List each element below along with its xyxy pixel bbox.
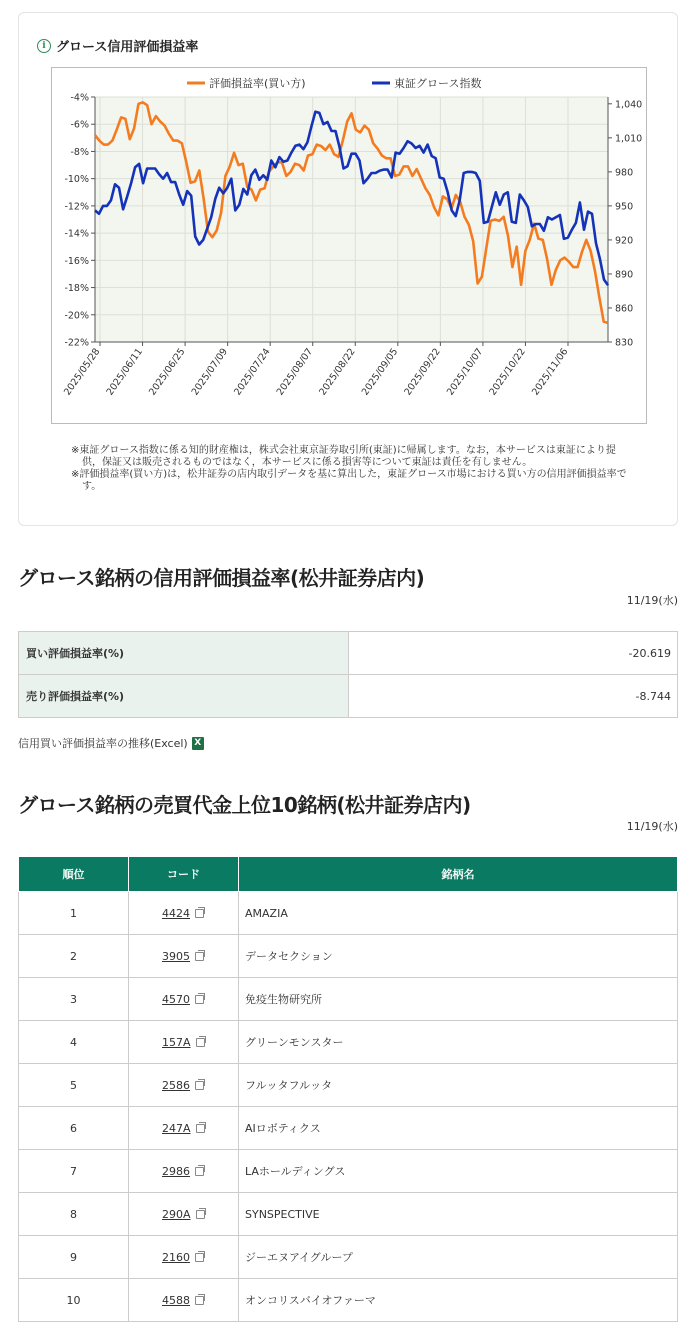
y-left-tick-label: -12% — [64, 201, 89, 213]
table-row — [19, 1107, 678, 1150]
copy-icon[interactable] — [196, 1210, 205, 1219]
y-left-tick-label: -4% — [70, 92, 89, 104]
table-row — [19, 632, 678, 675]
info-icon[interactable]: i — [37, 39, 51, 53]
rank-cell: 4 — [19, 1021, 129, 1064]
stock-code-link[interactable]: 4424 — [162, 906, 190, 920]
code-cell — [129, 1064, 239, 1107]
copy-icon[interactable] — [195, 1296, 204, 1305]
table-row — [19, 1021, 678, 1064]
buy-rate-label: 買い評価損益率(%) — [19, 632, 349, 675]
stock-name-cell: AMAZIA — [239, 892, 678, 935]
stock-name-cell: フルッタフルッタ — [239, 1064, 678, 1107]
table-row — [19, 935, 678, 978]
excel-download-link[interactable] — [18, 735, 204, 751]
x-tick-label: 2025/10/07 — [444, 346, 486, 398]
code-cell — [129, 935, 239, 978]
note-rate-definition: ※評価損益率(買い方)は，松井証券の店内取引データを基に算出した，東証グロース市場における買い方の信用評価損益率です。 — [71, 469, 627, 492]
y-left-tick-label: -6% — [70, 119, 89, 131]
x-tick-label: 2025/08/22 — [317, 346, 358, 398]
copy-icon[interactable] — [196, 1124, 205, 1133]
table-row — [19, 1064, 678, 1107]
code-cell — [129, 1150, 239, 1193]
copy-icon[interactable] — [196, 1038, 205, 1047]
table-row — [19, 675, 678, 718]
table-row — [19, 892, 678, 935]
stock-name-cell: グリーンモンスター — [239, 1021, 678, 1064]
excel-icon[interactable]: X — [192, 737, 204, 750]
copy-icon[interactable] — [195, 1253, 204, 1262]
stock-name-cell: データセクション — [239, 935, 678, 978]
stock-code-link[interactable]: 4588 — [162, 1293, 190, 1307]
x-tick-label: 2025/09/05 — [359, 346, 401, 398]
header-name: 銘柄名 — [239, 857, 678, 892]
chart-area — [51, 67, 647, 424]
code-cell — [129, 1236, 239, 1279]
code-cell — [129, 892, 239, 935]
stock-code-link[interactable]: 290A — [162, 1207, 191, 1221]
stock-name-cell: 免疫生物研究所 — [239, 978, 678, 1021]
margin-rates-table — [18, 631, 678, 718]
table-row — [19, 1193, 678, 1236]
copy-icon[interactable] — [195, 1167, 204, 1176]
table-row — [19, 1279, 678, 1322]
stock-name-cell: SYNSPECTIVE — [239, 1193, 678, 1236]
rank-cell: 5 — [19, 1064, 129, 1107]
margin-rates-date: 11/19(水) — [626, 594, 678, 607]
x-tick-label: 2025/06/11 — [104, 346, 146, 398]
copy-icon[interactable] — [195, 952, 204, 961]
header-code: コード — [129, 857, 239, 892]
x-tick-label: 2025/09/22 — [402, 346, 443, 398]
rank-cell: 6 — [19, 1107, 129, 1150]
y-left-tick-label: -14% — [64, 228, 89, 240]
code-cell — [129, 978, 239, 1021]
x-tick-label: 2025/06/25 — [147, 346, 188, 398]
stock-code-link[interactable]: 2986 — [162, 1164, 190, 1178]
margin-rate-chart — [52, 68, 648, 425]
y-left-tick-label: -20% — [64, 310, 89, 322]
copy-icon[interactable] — [195, 909, 204, 918]
margin-rates-heading: グロース銘柄の信用評価損益率(松井証券店内) — [18, 566, 425, 590]
stock-name-cell: オンコリスバイオファーマ — [239, 1279, 678, 1322]
stock-code-link[interactable]: 4570 — [162, 992, 190, 1006]
y-right-tick-label: 950 — [615, 201, 634, 213]
table-header-row — [19, 857, 678, 892]
y-left-tick-label: -16% — [64, 255, 89, 267]
top10-heading: グロース銘柄の売買代金上位10銘柄(松井証券店内) — [18, 793, 471, 817]
y-left-tick-label: -22% — [64, 337, 89, 349]
buy-rate-value: -20.619 — [349, 632, 678, 675]
stock-code-link[interactable]: 2586 — [162, 1078, 190, 1092]
rank-cell: 8 — [19, 1193, 129, 1236]
legend-label: 評価損益率(買い方) — [209, 77, 306, 90]
sell-rate-label: 売り評価損益率(%) — [19, 675, 349, 718]
x-tick-label: 2025/11/06 — [530, 346, 571, 398]
note-index-rights: ※東証グロース指数に係る知的財産権は，株式会社東京証券取引所(東証)に帰属します。なお，本サービスは東証により提供，保証又は販売されるものではなく，本サービスに係る損害等について東証は責任を有しません。 — [71, 445, 616, 468]
header-rank: 順位 — [19, 857, 129, 892]
stock-code-link[interactable]: 2160 — [162, 1250, 190, 1264]
sell-rate-value: -8.744 — [349, 675, 678, 718]
x-tick-label: 2025/07/24 — [232, 346, 273, 398]
stock-name-cell: AIロボティクス — [239, 1107, 678, 1150]
top10-table — [18, 856, 678, 1322]
chart-card-title-text: グロース信用評価損益率 — [56, 40, 199, 55]
x-tick-label: 2025/07/09 — [189, 346, 231, 398]
chart-card-title — [37, 36, 198, 55]
y-right-tick-label: 860 — [615, 303, 634, 315]
code-cell — [129, 1021, 239, 1064]
y-left-tick-label: -18% — [64, 283, 89, 295]
table-row — [19, 1150, 678, 1193]
x-tick-label: 2025/05/28 — [62, 346, 103, 398]
stock-name-cell: ジーエヌアイグループ — [239, 1236, 678, 1279]
stock-name-cell: LAホールディングス — [239, 1150, 678, 1193]
rank-cell: 3 — [19, 978, 129, 1021]
rank-cell: 1 — [19, 892, 129, 935]
y-right-tick-label: 830 — [615, 337, 634, 349]
code-cell — [129, 1107, 239, 1150]
code-cell — [129, 1193, 239, 1236]
stock-code-link[interactable]: 3905 — [162, 949, 190, 963]
stock-code-link[interactable]: 157A — [162, 1035, 191, 1049]
table-row — [19, 978, 678, 1021]
y-right-tick-label: 1,040 — [615, 99, 643, 111]
chart-notes — [71, 445, 631, 493]
y-right-tick-label: 920 — [615, 235, 634, 247]
x-tick-label: 2025/08/07 — [274, 346, 316, 398]
y-right-tick-label: 980 — [615, 167, 634, 179]
excel-link-text[interactable]: 信用買い評価損益率の推移(Excel) — [18, 737, 188, 750]
copy-icon[interactable] — [195, 995, 204, 1004]
rank-cell: 10 — [19, 1279, 129, 1322]
table-row — [19, 1236, 678, 1279]
y-right-tick-label: 890 — [615, 269, 634, 281]
x-tick-label: 2025/10/22 — [487, 346, 528, 398]
rank-cell: 9 — [19, 1236, 129, 1279]
top10-date: 11/19(水) — [626, 820, 678, 833]
chart-card — [18, 12, 678, 526]
copy-icon[interactable] — [195, 1081, 204, 1090]
rank-cell: 7 — [19, 1150, 129, 1193]
code-cell — [129, 1279, 239, 1322]
y-right-tick-label: 1,010 — [615, 133, 643, 145]
legend-label: 東証グロース指数 — [394, 77, 482, 90]
y-left-tick-label: -10% — [64, 174, 89, 186]
stock-code-link[interactable]: 247A — [162, 1121, 191, 1135]
rank-cell: 2 — [19, 935, 129, 978]
y-left-tick-label: -8% — [70, 146, 89, 158]
